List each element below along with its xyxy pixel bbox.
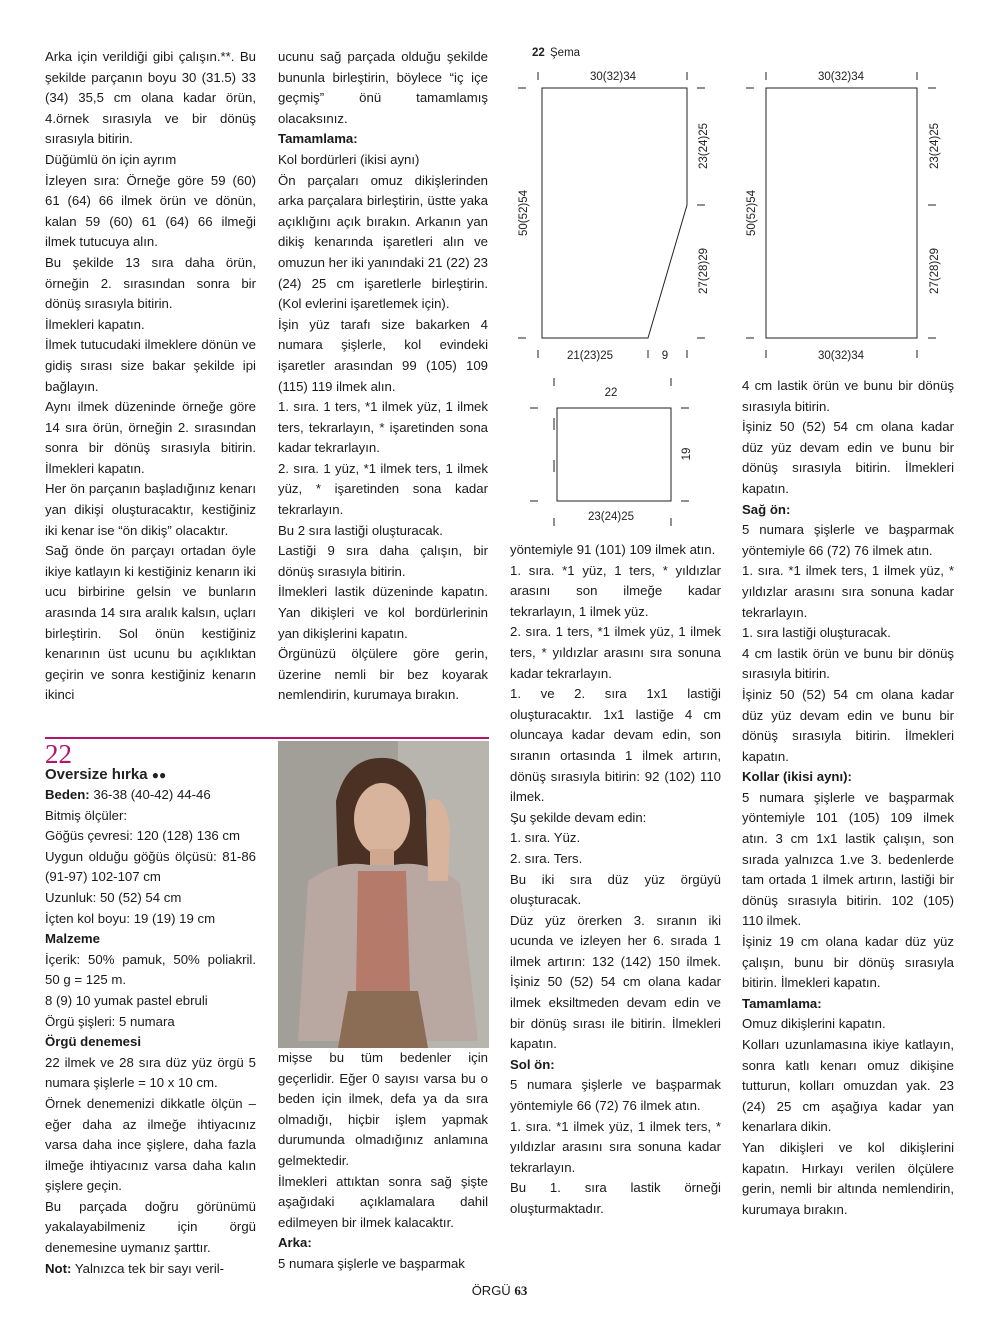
back-lower-side-label: 27(28)29 [929, 247, 941, 295]
front-top-label: 30(32)34 [589, 71, 637, 83]
paragraph: Düz yüz örerken 3. sıranın iki ucunda ve izleyen her 6. sırada 1 ilmek artırın: 132 (142) 150 ilmek. İşiniz 50 (52) 54 cm olana kadar ilmek eksiltmeden devam edin ve bir dönüş sırası ile bitirin. İlmekleri kapatın. [510, 912, 721, 1052]
paragraph: 1. sıra. 1 ters, *1 ilmek yüz, 1 ilmek ters, tekrarlayın, * işaretinden sona kadar tekrarlayın. [278, 399, 488, 456]
section-heading: Malzeme [45, 931, 100, 947]
pattern-number: 22 [45, 739, 72, 769]
paragraph: Yalnızca tek bir sayı veril- [74, 1260, 225, 1276]
paragraph: Her ön parçanın başladığınız kenarı yan dikişi oluşturacaktır, kestiğiniz iki kenar ise “ön dikiş” olacaktır. [45, 481, 256, 538]
paragraph: İşin yüz tarafı size bakarken 4 numara şişlerle, kol evindeki işaretler arasından 99 (105) 109 (115) 119 ilmek alın. [278, 316, 488, 394]
paragraph: İlmekleri kapatın. [45, 316, 145, 332]
page-footer [0, 1283, 999, 1299]
column-2-top [278, 47, 488, 706]
back-height-label: 50(52)54 [746, 189, 758, 237]
column-2-bottom [278, 1048, 488, 1275]
model-photo [278, 741, 489, 1048]
paragraph: mişse bu tüm bedenler için geçerlidir. Eğer 0 sayısı varsa bu o beden için ilmek, defa ya da sıra olmadığı, hiçbir işlem yapmak durumunda olmadığınız anlamına gelmektedir. [278, 1050, 488, 1168]
section-heading: Tamamlama: [278, 131, 358, 147]
paragraph: Bu iki sıra düz yüz örgüyü oluşturacak. [510, 871, 721, 908]
paragraph: Düğümlü ön için ayrım [45, 151, 177, 167]
paragraph: Uzunluk: 50 (52) 54 cm [45, 889, 182, 905]
page-number: 63 [514, 1283, 528, 1298]
paragraph: İlmekleri attıktan sonra sağ şişte aşağıdaki açıklamalara dahil edilmeyen bir ilmek kalacaktır. [278, 1173, 488, 1230]
paragraph: 4 cm lastik örün ve bunu bir dönüş sırasıyla bitirin. [742, 378, 954, 414]
front-upper-side-label: 23(24)25 [698, 122, 710, 170]
front-bottom-label: 21(23)25 [566, 350, 614, 362]
schema-title: Şema [550, 47, 581, 59]
paragraph: 5 numara şişlerle ve başparmak yöntemiyle 66 (72) 76 ilmek atın. [742, 522, 954, 558]
paragraph: İlmekleri lastik düzeninde kapatın. Yan dikişleri ve kol bordürlerinin yan dikişlerini kapatın. [278, 584, 488, 641]
column-4-bottom [742, 376, 954, 1220]
paragraph: Aynı ilmek düzeninde örneğe göre 14 sıra örün, örneğin 2. sırasından sonra bir dönüş sırasıyla bitirin. İlmekleri kapatın. [45, 399, 256, 476]
paragraph: İşiniz 19 cm olana kadar düz yüz çalışın, bunu bir dönüş sırasıyla bitirin. İlmekleri kapatın. [742, 934, 954, 991]
paragraph: 5 numara şişlerle ve başparmak [278, 1255, 465, 1271]
paragraph: 8 (9) 10 yumak pastel ebruli [45, 992, 208, 1008]
paragraph: Örgünüzü ölçülere göre gerin, üzerine nemli bir bez koyarak nemlendirin, kurumaya bırakın. [278, 646, 488, 703]
front-piece-outline [542, 88, 687, 338]
section-divider [45, 737, 489, 739]
column-1-bottom [45, 785, 256, 1279]
front-lower-side-label: 27(28)29 [698, 247, 710, 295]
back-upper-side-label: 23(24)25 [929, 122, 941, 170]
section-heading: Beden: [45, 787, 90, 802]
paragraph: İşiniz 50 (52) 54 cm olana kadar düz yüz devam edin ve bunu bir dönüş sırasıyla bitirin. İlmekleri kapatın. [742, 419, 954, 496]
back-top-label: 30(32)34 [817, 71, 865, 83]
paragraph: Bitmiş ölçüler: [45, 807, 128, 823]
paragraph: İlmek tutucudaki ilmeklere dönün ve gidiş sırası size bakar şekilde ipi bağlayın. [45, 337, 256, 394]
paragraph: Örgü şişleri: 5 numara [45, 1013, 175, 1029]
paragraph: Lastiği 9 sıra daha çalışın, bir dönüş sırasıyla bitirin. [278, 543, 488, 579]
magazine-name: ÖRGÜ [471, 1283, 511, 1298]
paragraph: Bu 2 sıra lastiği oluşturacak. [278, 522, 443, 538]
paragraph: ucunu sağ parçada olduğu şekilde bununla birleştirin, böylece “iç içe geçmiş” önü tamamlamış olacaksınız. [278, 49, 488, 126]
sleeve-outline [557, 408, 671, 501]
paragraph: 1. ve 2. sıra 1x1 lastiği oluşturacaktır. 1x1 lastiğe 4 cm oluncaya kadar devam edin, son sıranın ortasında 1 ilmek artırın, dönüş sırasıyla bitirin: 92 (102) 110 ilmek. [510, 686, 721, 805]
paragraph: İçten kol boyu: 19 (19) 19 cm [45, 910, 216, 926]
paragraph: 2. sıra. 1 ters, *1 ilmek yüz, 1 ilmek ters, * yıldızlar arasını sıra sonuna kadar tekrarlayın. [510, 624, 721, 681]
paragraph: İzleyen sıra: Örneğe göre 59 (60) 61 (64) 66 ilmek örün ve dönün, kalan 59 (60) 61 (64) 66 ilmeği ilmek tutucuya alın. [45, 172, 256, 250]
paragraph: Omuz dikişlerini kapatın. [742, 1016, 886, 1032]
paragraph: 36-38 (40-42) 44-46 [93, 787, 211, 802]
section-heading: Örgü denemesi [45, 1034, 142, 1050]
paragraph: Bu parçada doğru görünümü yakalayabilmeniz için örgü denemesine uymanız şarttır. [45, 1198, 256, 1256]
paragraph: Kolları uzunlamasına ikiye katlayın, sonra katlı kenarı omuz dikişine tutturun, kolları omuzdan yak. 23 (24) 25 cm aşağıya kadar yan kenarlara dikin. [742, 1037, 954, 1135]
model-illustration [278, 741, 489, 1048]
front-bottom-right-label: 9 [661, 350, 669, 362]
pattern-title-text: Oversize hırka [45, 766, 148, 783]
difficulty-dots: ●● [151, 768, 167, 782]
paragraph: 5 numara şişlerle ve başparmak yöntemiyle 101 (105) 109 ilmek atın. 3 cm 1x1 lastik çalışın, son sırada yalnızca 1.ve 3. bedenlerde tam ortada 1 ilmek artırın, lastiği bir dönüş sırasıyla bitirin. 102 (105) 110 ilmek. [742, 789, 954, 929]
paragraph: 5 numara şişlerle ve başparmak yöntemiyle 66 (72) 76 ilmek atın. [510, 1077, 721, 1114]
paragraph: Arka için verildiği gibi çalışın.**. Bu şekilde parçanın boyu 30 (31.5) 33 (34) 35,5 cm olana kadar örün, 4.örnek sırasıyla ve bir dönüş sırasıyla bitirin. [45, 49, 256, 147]
section-heading: Kollar (ikisi aynı): [742, 769, 852, 785]
paragraph: 1. sıra. Yüz. [510, 830, 581, 846]
paragraph: İşiniz 50 (52) 54 cm olana kadar düz yüz devam edin ve bunu bir dönüş sırasıyla bitirin. İlmekleri kapatın. [742, 686, 954, 764]
paragraph: Göğüs çevresi: 120 (128) 136 cm [45, 828, 240, 844]
paragraph: Yan dikişleri ve kol dikişlerini kapatın. Hırkayı verilen ölçülere gerin, nemli bir altında nemlendirin, kurumaya bırakın. [742, 1139, 954, 1217]
schema-number: 22 [532, 47, 545, 59]
section-heading: Not: [45, 1260, 72, 1276]
paragraph: 2. sıra. 1 yüz, *1 ilmek ters, 1 ilmek yüz, * işaretinden sona kadar tekrarlayın. [278, 460, 488, 518]
back-bottom-label: 30(32)34 [817, 350, 865, 362]
sleeve-bottom-label: 23(24)25 [587, 511, 635, 523]
section-heading: Arka: [278, 1235, 312, 1251]
paragraph: Bu şekilde 13 sıra daha örün, örneğin 2. sırasından sonra bir dönüş sırasıyla bitirin. [45, 254, 256, 312]
sleeve-top-label: 22 [604, 387, 618, 399]
paragraph: İçerik: 50% pamuk, 50% poliakril. 50 g = 125 m. [45, 951, 256, 988]
paragraph: 1. sıra. *1 ilmek ters, 1 ilmek yüz, * yıldızlar arasını sıra sonuna kadar tekrarlayın. [742, 563, 954, 620]
paragraph: Örnek denemenizi dikkatle ölçün – eğer daha az ilmeğe ihtiyacınız varsa daha ince şişlere, daha fazla ilmeğe ihtiyacınız varsa daha kalın şişlere geçin. [45, 1095, 256, 1194]
paragraph: yöntemiyle 91 (101) 109 ilmek atın. [510, 542, 716, 557]
paragraph: 1. sıra. *1 ilmek yüz, 1 ilmek ters, * yıldızlar arasını sıra sonuna kadar tekrarlayın. [510, 1118, 721, 1175]
paragraph: Bu 1. sıra lastik örneği oluşturmaktadır. [510, 1180, 721, 1216]
section-heading: Tamamlama: [742, 995, 822, 1011]
column-3-bottom [510, 540, 721, 1220]
section-heading: Sağ ön: [742, 501, 791, 517]
paragraph: 1. sıra lastiği oluşturacak. [742, 625, 891, 641]
paragraph: 4 cm lastik örün ve bunu bir dönüş sırasıyla bitirin. [742, 645, 954, 682]
pattern-title [45, 766, 166, 783]
column-1-top [45, 47, 256, 706]
paragraph: Şu şekilde devam edin: [510, 809, 647, 825]
paragraph: Sağ önde ön parçayı ortadan öyle ikiye katlayın ki kestiğiniz kenarın iki ucu birbirine gelsin ve bunların arasında 14 sıra aralık kalsın, uçları birleştirin. Sol önün kestiğiniz kenarının üst ucunu bu açıklıktan geçirin ve sonra kestiğiniz kenarın ikinci [45, 543, 256, 703]
paragraph: 1. sıra. *1 yüz, 1 ters, * yıldızlar arasını son ilmeğe kadar tekrarlayın, 1 ilmek yüz. [510, 562, 721, 619]
back-piece-outline [766, 88, 917, 338]
paragraph: Ön parçaları omuz dikişlerinden arka parçalara birleştirin, üstte yaka açıklığını açık bırakın. Arkanın yan dikiş kenarında işaretleri alın ve omuzun her iki yanındaki 21 (22) 23 (24) 25 cm işaretlerle birleştirin. (Kol evlerini işaretlemek için). [278, 172, 488, 312]
sleeve-height-label: 19 [681, 447, 693, 461]
front-height-label: 50(52)54 [518, 189, 530, 237]
paragraph: 2. sıra. Ters. [510, 850, 583, 866]
paragraph: Uygun olduğu göğüs ölçüsü: 81-86 (91-97) 102-107 cm [45, 848, 256, 885]
paragraph: 22 ilmek ve 28 sıra düz yüz örgü 5 numara şişlerle = 10 x 10 cm. [45, 1054, 256, 1091]
section-heading: Sol ön: [510, 1056, 555, 1072]
paragraph: Kol bordürleri (ikisi aynı) [278, 151, 420, 167]
